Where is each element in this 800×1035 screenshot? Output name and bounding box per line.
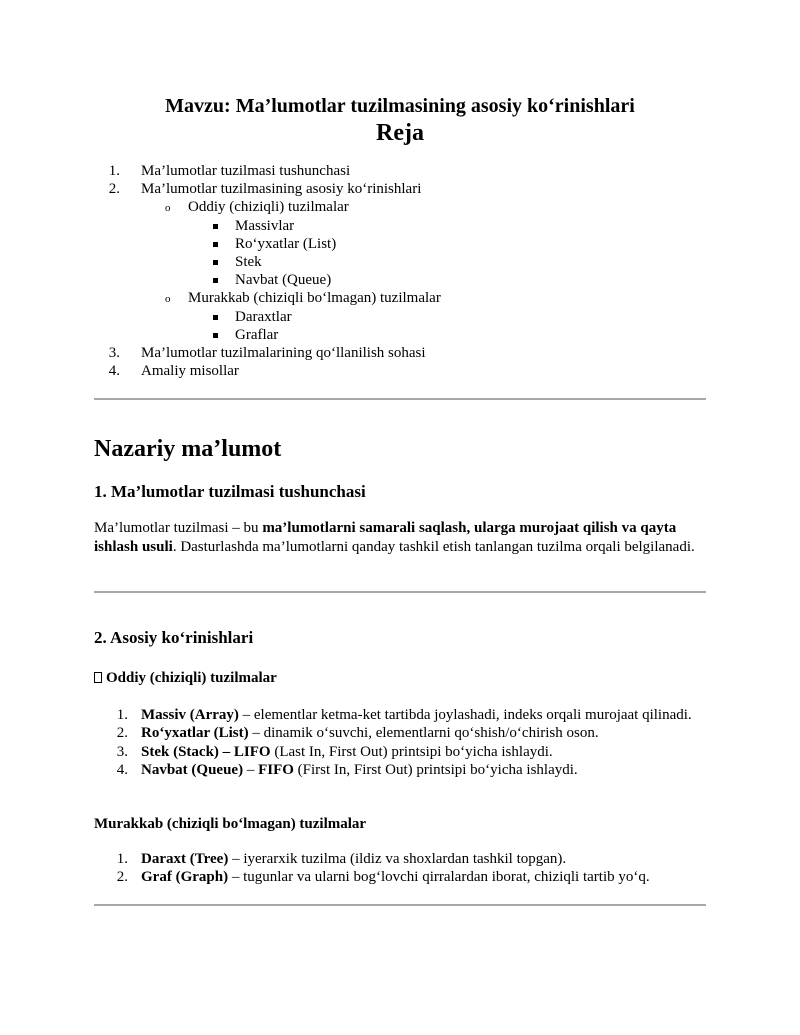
list-item: [94, 289, 706, 307]
list-number: 4.: [108, 363, 120, 380]
list-item: [94, 198, 706, 216]
list-item: [94, 344, 706, 362]
separator: –: [243, 761, 259, 778]
list-number: 2.: [116, 869, 128, 886]
list-item: [94, 308, 706, 326]
plan-title: Reja: [376, 120, 424, 146]
section2-heading: 2. Asosiy ko‘rinishlari: [94, 628, 254, 647]
paragraph-text: Ma’lumotlar tuzilmasi – bu: [94, 520, 263, 536]
horizontal-divider: [94, 591, 706, 593]
description: (Last In, First Out) printsipi bo‘yicha ishlaydi.: [270, 743, 553, 760]
list-item: [94, 868, 706, 886]
list-item: [94, 217, 706, 235]
missing-glyph-icon: [94, 672, 102, 683]
term: Stek (Stack) – LIFO: [141, 743, 271, 760]
square-bullet-icon: [213, 260, 218, 265]
list-item-text: Amaliy misollar: [141, 363, 239, 380]
horizontal-divider: [94, 904, 706, 906]
list-item: [94, 743, 706, 761]
list-item-text: Ma’lumotlar tuzilmasi tushunchasi: [141, 163, 351, 179]
section1-paragraph: [94, 519, 706, 556]
paragraph-bold-text: ma’lumotlarni samarali saqlash, ularga murojaat qilish va qayta ishlash usuli: [94, 520, 677, 555]
square-bullet-icon: [213, 315, 218, 320]
simple-structures-heading: [94, 669, 277, 687]
term: FIFO: [258, 761, 294, 778]
list-item: [94, 362, 706, 380]
list-number: 3.: [116, 743, 128, 760]
list-item-text: Stek: [235, 253, 262, 270]
description: – elementlar ketma-ket tartibda joylashadi, indeks orqali murojaat qilinadi.: [238, 707, 692, 723]
list-item-text: Graflar: [235, 326, 279, 343]
list-item: [94, 271, 706, 289]
list-number: 4.: [116, 761, 128, 778]
section1-heading: 1. Ma’lumotlar tuzilmasi tushunchasi: [94, 482, 366, 501]
list-item-text: Murakkab (chiziqli bo‘lmagan) tuzilmalar: [188, 290, 441, 307]
list-item-text: Navbat (Queue): [235, 272, 332, 289]
list-item-text: Ro‘yxatlar (List): [235, 235, 337, 252]
plan-list: [94, 162, 706, 380]
list-item: [94, 761, 706, 779]
document-title: Mavzu: Ma’lumotlar tuzilmasining asosiy ko‘rinishlari: [165, 95, 635, 117]
square-bullet-icon: [213, 278, 218, 283]
list-item: [94, 706, 706, 724]
description: – tugunlar va ularni bog‘lovchi qirralardan iborat, chiziqli tartib yo‘q.: [228, 869, 650, 886]
list-item: [94, 724, 706, 742]
description: (First In, First Out) printsipi bo‘yicha ishlaydi.: [293, 761, 578, 778]
horizontal-divider: [94, 398, 706, 400]
description: – dinamik o‘suvchi, elementlarni qo‘shish/o‘chirish oson.: [248, 725, 599, 742]
term: Navbat (Queue): [141, 761, 244, 778]
list-item: [94, 326, 706, 344]
paragraph-text: . Dasturlashda ma’lumotlarni qanday tashkil etish tanlangan tuzilma orqali belgilanadi.: [172, 538, 695, 555]
circle-bullet-icon: o: [165, 202, 171, 215]
list-item-text: Ma’lumotlar tuzilmalarining qo‘llanilish sohasi: [141, 344, 426, 361]
list-item: [94, 235, 706, 253]
list-number: 1.: [108, 163, 120, 179]
description: – iyerarxik tuzilma (ildiz va shoxlardan tashkil topgan).: [228, 851, 567, 867]
list-item-text: Oddiy (chiziqli) tuzilmalar: [188, 199, 349, 216]
list-number: 2.: [108, 181, 120, 198]
square-bullet-icon: [213, 224, 218, 229]
list-item: [94, 253, 706, 271]
list-number: 3.: [108, 344, 120, 361]
simple-structures-label: Oddiy (chiziqli) tuzilmalar: [106, 670, 277, 686]
term: Ro‘yxatlar (List): [141, 725, 249, 742]
square-bullet-icon: [213, 242, 218, 247]
complex-structures-heading: Murakkab (chiziqli bo‘lmagan) tuzilmalar: [94, 816, 367, 832]
list-item: [94, 180, 706, 198]
term: Massiv (Array): [141, 707, 239, 723]
list-item-text: Massivlar: [235, 217, 295, 234]
list-item: [94, 850, 706, 868]
list-number: 1.: [116, 851, 128, 867]
list-item-text: Ma’lumotlar tuzilmasining asosiy ko‘rinishlari: [141, 181, 422, 198]
term: Graf (Graph): [141, 869, 229, 886]
list-item: [94, 162, 706, 180]
complex-structures-list: [94, 850, 706, 887]
list-number: 1.: [116, 707, 128, 723]
simple-structures-list: [94, 706, 706, 779]
theory-heading: Nazariy ma’lumot: [94, 436, 282, 462]
list-item-text: Daraxtlar: [235, 308, 292, 325]
term: Daraxt (Tree): [141, 851, 229, 867]
square-bullet-icon: [213, 333, 218, 338]
list-number: 2.: [116, 725, 128, 742]
circle-bullet-icon: o: [165, 293, 171, 306]
